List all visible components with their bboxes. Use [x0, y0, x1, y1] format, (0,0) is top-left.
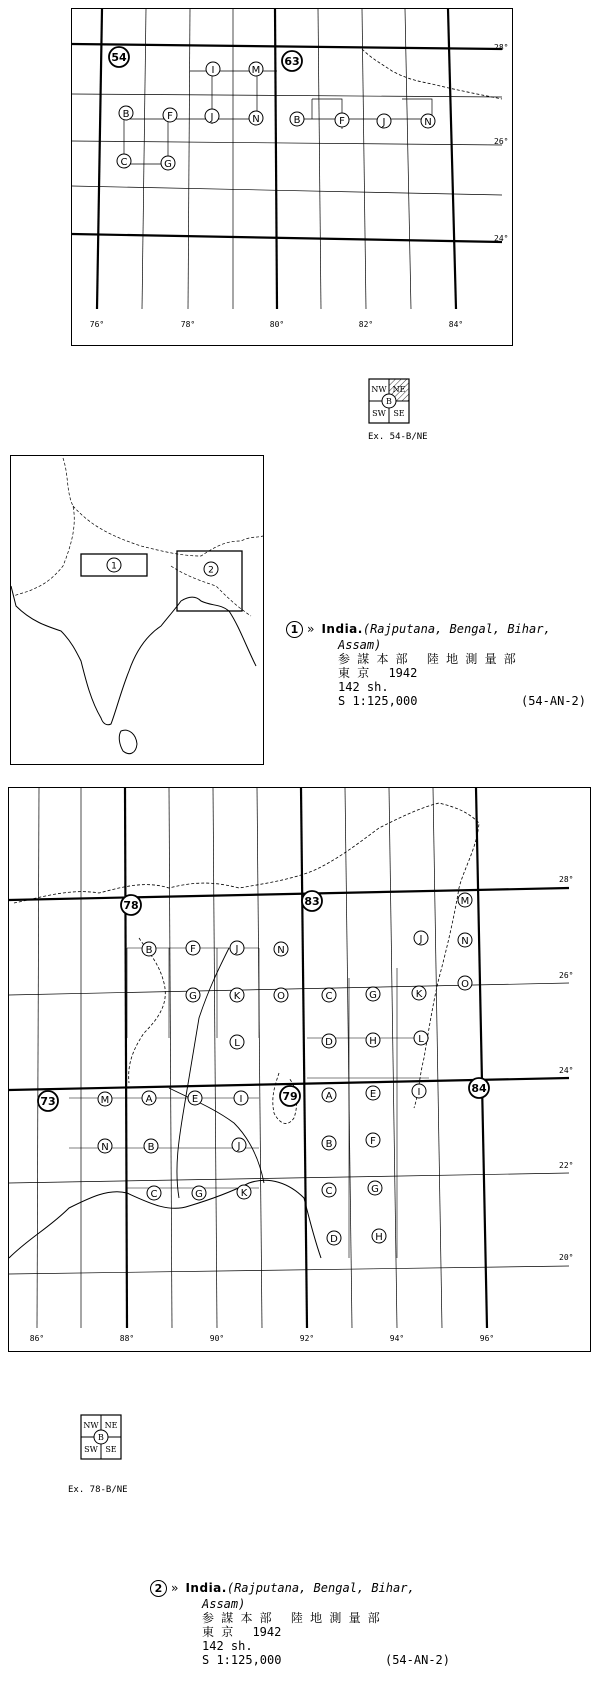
svg-text:L: L	[234, 1038, 240, 1049]
svg-text:J: J	[210, 112, 214, 123]
svg-text:J: J	[237, 1141, 241, 1152]
sub-sheet-J	[205, 109, 219, 123]
sub-sheet-I	[234, 1091, 248, 1105]
svg-text:2: 2	[208, 565, 214, 576]
border-west	[13, 458, 74, 596]
svg-text:B: B	[293, 115, 301, 126]
svg-text:G: G	[369, 990, 377, 1001]
lat-label-26: 26°	[494, 137, 509, 146]
sheet-number-83	[302, 891, 322, 911]
svg-text:N: N	[424, 117, 432, 128]
entry-publisher: 参 謀 本 部 陸 地 測 量 部	[338, 652, 516, 666]
svg-text:N: N	[101, 1142, 109, 1153]
svg-text:J: J	[235, 944, 239, 955]
sub-sheet-N	[98, 1139, 112, 1153]
sub-sheet-N	[421, 114, 435, 128]
sub-sheet-M	[249, 62, 263, 76]
lon-label-88: 88°	[119, 1334, 135, 1343]
sub-sheet-N	[249, 111, 263, 125]
sub-sheet-O	[274, 988, 288, 1002]
svg-text:K: K	[240, 1188, 248, 1199]
sub-sheet-E	[188, 1091, 202, 1105]
sub-sheet-A	[322, 1088, 336, 1102]
sub-sheet-G	[366, 987, 380, 1001]
lon-label-96: 96°	[479, 1334, 495, 1343]
svg-text:SW: SW	[84, 1445, 98, 1454]
sub-sheet-N	[274, 942, 288, 956]
entry-scale: S 1:125,000	[202, 1653, 282, 1667]
sub-sheet-L	[230, 1035, 244, 1049]
svg-text:M: M	[100, 1095, 110, 1106]
svg-text:O: O	[461, 979, 469, 990]
svg-text:C: C	[150, 1189, 158, 1200]
entry-marker: »	[307, 622, 315, 636]
sub-sheet-G	[161, 156, 175, 170]
svg-text:M: M	[460, 896, 470, 907]
lat-label-22: 22°	[559, 1161, 574, 1170]
index-map-panel	[10, 455, 264, 765]
lat-label-28: 28°	[494, 43, 509, 52]
svg-text:SW: SW	[372, 409, 386, 418]
entry-publisher: 参 謀 本 部 陸 地 測 量 部	[202, 1611, 380, 1625]
sub-sheet-C	[117, 154, 131, 168]
sub-sheet-L	[414, 1031, 428, 1045]
entry-number-2: 2	[150, 1580, 167, 1597]
svg-text:K: K	[233, 991, 241, 1002]
sub-sheet-C	[322, 988, 336, 1002]
svg-text:SE: SE	[105, 1445, 117, 1454]
svg-text:84: 84	[471, 1082, 487, 1095]
svg-text:A: A	[325, 1091, 333, 1102]
svg-text:C: C	[120, 157, 128, 168]
sheet-number-73	[38, 1091, 58, 1111]
region-label-1	[107, 558, 121, 572]
svg-text:NE: NE	[392, 385, 406, 394]
region-label-2	[204, 562, 218, 576]
sheet-number-79	[280, 1086, 300, 1106]
sheet-number-54	[109, 47, 129, 67]
sub-sheet-K	[237, 1185, 251, 1199]
svg-text:B: B	[325, 1139, 333, 1150]
lat-label-26: 26°	[559, 971, 574, 980]
svg-text:B: B	[122, 109, 130, 120]
svg-text:D: D	[325, 1037, 333, 1048]
catalog-entry-1	[286, 621, 586, 708]
sheet-key-54	[368, 378, 410, 424]
entry-subtitle-line1: (Rajputana, Bengal, Bihar,	[226, 1581, 415, 1595]
entry-title: India.	[185, 1581, 227, 1595]
sub-sheet-A	[142, 1091, 156, 1105]
sub-sheet-E	[366, 1086, 380, 1100]
entry-scale: S 1:125,000	[338, 694, 418, 708]
latitude-line-28	[9, 888, 569, 900]
sub-sheet-M	[98, 1092, 112, 1106]
sub-sheet-O	[458, 976, 472, 990]
lat-label-28: 28°	[559, 875, 574, 884]
lat-label-20: 20°	[559, 1253, 574, 1262]
sub-sheet-J	[232, 1138, 246, 1152]
sub-sheet-C	[322, 1183, 336, 1197]
border-line	[362, 49, 502, 99]
catalog-entry-2	[150, 1580, 450, 1667]
svg-text:J: J	[382, 117, 386, 128]
sub-sheet-D	[327, 1231, 341, 1245]
sub-sheet-F	[186, 941, 200, 955]
grid-map-54-63	[72, 9, 512, 345]
svg-text:H: H	[375, 1232, 383, 1243]
svg-text:54: 54	[111, 51, 127, 64]
longitude-line-84	[448, 9, 456, 309]
river-main	[177, 948, 229, 1198]
svg-text:I: I	[417, 1087, 421, 1098]
lat-label-24: 24°	[559, 1066, 574, 1075]
sub-sheet-H	[372, 1229, 386, 1243]
lon-label-80: 80°	[269, 320, 285, 329]
entry-sheets: 142 sh.	[338, 680, 389, 694]
svg-text:G: G	[164, 159, 172, 170]
svg-text:N: N	[252, 114, 260, 125]
sub-sheet-H	[366, 1033, 380, 1047]
sub-sheet-J	[414, 931, 428, 945]
svg-text:H: H	[369, 1036, 377, 1047]
border-outer	[14, 803, 479, 1108]
entry-marker: »	[171, 1581, 179, 1595]
svg-text:NW: NW	[371, 385, 387, 394]
svg-text:C: C	[325, 1186, 333, 1197]
svg-text:G: G	[195, 1189, 203, 1200]
svg-text:79: 79	[282, 1090, 298, 1103]
sub-sheet-D	[322, 1034, 336, 1048]
sub-sheet-B	[290, 112, 304, 126]
coastline	[9, 1180, 321, 1258]
svg-text:73: 73	[40, 1095, 56, 1108]
key-caption-2: Ex. 78-B/NE	[68, 1485, 128, 1495]
longitude-line-80	[275, 9, 277, 309]
sub-sheet-K	[412, 986, 426, 1000]
sub-sheet-I	[412, 1084, 426, 1098]
lon-label-76: 76°	[89, 320, 105, 329]
lon-label-86: 86°	[29, 1334, 45, 1343]
longitude-line-76	[97, 9, 102, 309]
lon-label-94: 94°	[389, 1334, 405, 1343]
svg-text:F: F	[190, 944, 196, 955]
lon-label-92: 92°	[299, 1334, 315, 1343]
svg-text:B: B	[145, 945, 153, 956]
svg-text:83: 83	[304, 895, 320, 908]
svg-text:L: L	[418, 1034, 424, 1045]
sub-sheet-G	[368, 1181, 382, 1195]
sub-sheet-J	[377, 114, 391, 128]
latitude-line-24	[72, 234, 502, 242]
entry-title: India.	[321, 622, 363, 636]
svg-text:78: 78	[123, 899, 139, 912]
svg-text:M: M	[251, 65, 261, 76]
svg-text:I: I	[239, 1094, 243, 1105]
lon-label-82: 82°	[358, 320, 374, 329]
sub-sheet-B	[322, 1136, 336, 1150]
svg-text:E: E	[191, 1094, 199, 1105]
svg-text:1: 1	[111, 561, 117, 572]
sheet-key-78	[80, 1414, 122, 1460]
entry-number-1: 1	[286, 621, 303, 638]
lat-label-24: 24°	[494, 234, 509, 243]
svg-text:O: O	[277, 991, 285, 1002]
svg-text:A: A	[145, 1094, 153, 1105]
coastline	[11, 586, 256, 725]
svg-text:G: G	[371, 1184, 379, 1195]
sub-sheet-B	[142, 942, 156, 956]
entry-subtitle-line1: (Rajputana, Bengal, Bihar,	[362, 622, 551, 636]
lon-label-90: 90°	[209, 1334, 225, 1343]
entry-reference: (54-AN-2)	[384, 1653, 450, 1667]
longitude-line-88	[125, 788, 127, 1328]
svg-text:E: E	[369, 1089, 377, 1100]
sub-sheet-G	[186, 988, 200, 1002]
svg-text:NE: NE	[104, 1421, 118, 1430]
sheet-number-78	[121, 895, 141, 915]
svg-text:C: C	[325, 991, 333, 1002]
longitude-line-96	[476, 788, 487, 1328]
svg-text:NW: NW	[83, 1421, 99, 1430]
lon-label-78: 78°	[180, 320, 196, 329]
svg-text:63: 63	[284, 55, 300, 68]
svg-text:B: B	[386, 397, 392, 406]
svg-text:B: B	[147, 1142, 155, 1153]
latitude-line-28	[72, 44, 502, 49]
svg-text:N: N	[277, 945, 285, 956]
sheet-number-84	[469, 1078, 489, 1098]
sub-sheet-I	[206, 62, 220, 76]
svg-text:SE: SE	[393, 409, 405, 418]
sub-sheet-F	[163, 108, 177, 122]
svg-text:B: B	[98, 1433, 104, 1442]
lon-label-84: 84°	[448, 320, 464, 329]
sub-sheet-G	[192, 1186, 206, 1200]
entry-subtitle-line2: Assam)	[338, 638, 382, 652]
svg-text:F: F	[167, 111, 173, 122]
sub-sheet-N	[458, 933, 472, 947]
svg-text:F: F	[370, 1136, 376, 1147]
sheet-number-63	[282, 51, 302, 71]
sub-sheet-B	[144, 1139, 158, 1153]
svg-text:J: J	[419, 934, 423, 945]
entry-reference: (54-AN-2)	[520, 694, 586, 708]
svg-text:F: F	[339, 116, 345, 127]
sub-sheet-M	[458, 893, 472, 907]
sub-sheet-K	[230, 988, 244, 1002]
svg-text:G: G	[189, 991, 197, 1002]
map-panel-54-63	[71, 8, 513, 346]
svg-text:K: K	[415, 989, 423, 1000]
entry-place-year: 東 京 1942	[338, 666, 418, 680]
map-panel-78-84	[8, 787, 591, 1352]
entry-place-year: 東 京 1942	[202, 1625, 282, 1639]
key-caption-1: Ex. 54-B/NE	[368, 432, 428, 442]
sri-lanka	[119, 730, 137, 753]
svg-text:N: N	[461, 936, 469, 947]
sub-sheet-B	[119, 106, 133, 120]
sub-sheet-F	[335, 113, 349, 127]
longitude-line-92	[301, 788, 307, 1328]
sub-sheet-F	[366, 1133, 380, 1147]
border-north	[73, 506, 263, 556]
svg-text:I: I	[211, 65, 215, 76]
sub-sheet-J	[230, 941, 244, 955]
sub-sheet-C	[147, 1186, 161, 1200]
entry-subtitle-line2: Assam)	[202, 1597, 246, 1611]
svg-text:D: D	[330, 1234, 338, 1245]
entry-sheets: 142 sh.	[202, 1639, 253, 1653]
